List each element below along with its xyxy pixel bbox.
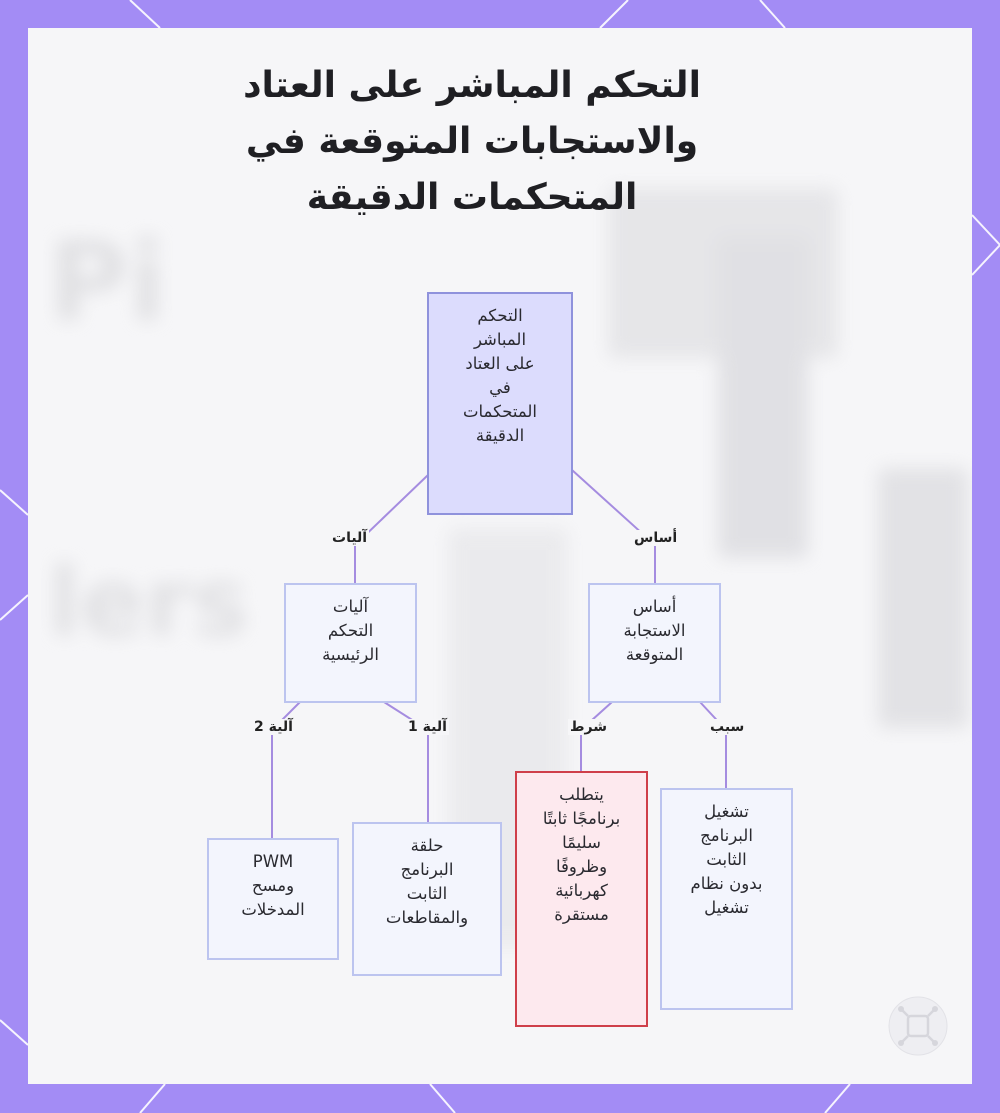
node-cause: تشغيل البرنامج الثابت بدون نظام تشغيل: [660, 788, 793, 1010]
node-pwm: PWM ومسح المدخلات: [207, 838, 339, 960]
edge-basis-cause: [700, 702, 726, 788]
node-mechanisms: آليات التحكم الرئيسية: [284, 583, 417, 703]
blurred-background: Pi lers: [28, 28, 972, 1084]
edge-root-basis: [572, 470, 655, 583]
edge-basis-condition: [581, 702, 612, 771]
network-logo-icon: [888, 996, 948, 1056]
title-line: والاستجابات المتوقعة في: [245, 121, 699, 162]
edge-label-condition: شرط: [570, 719, 608, 735]
node-root: التحكم المباشر على العتاد في المتحكمات الدقيقة: [427, 292, 573, 515]
edge-label-cause: سبب: [710, 719, 745, 735]
edge-label-mech2: آلية 2: [254, 719, 293, 735]
edge-label-basis: أساس: [634, 530, 678, 546]
edge-label-mech1: آلية 1: [408, 719, 447, 735]
node-basis: أساس الاستجابة المتوقعة: [588, 583, 721, 703]
title-line: المتحكمات الدقيقة: [306, 177, 638, 218]
node-loop: حلقة البرنامج الثابت والمقاطعات: [352, 822, 502, 976]
node-condition: يتطلب برنامجًا ثابتًا سليمًا وظروفًا كهربائية مستقرة: [515, 771, 648, 1027]
edge-label-mechanisms: آليات: [332, 530, 368, 546]
title-line: التحكم المباشر على العتاد: [243, 65, 701, 106]
edge-root-mechanisms: [355, 475, 428, 583]
